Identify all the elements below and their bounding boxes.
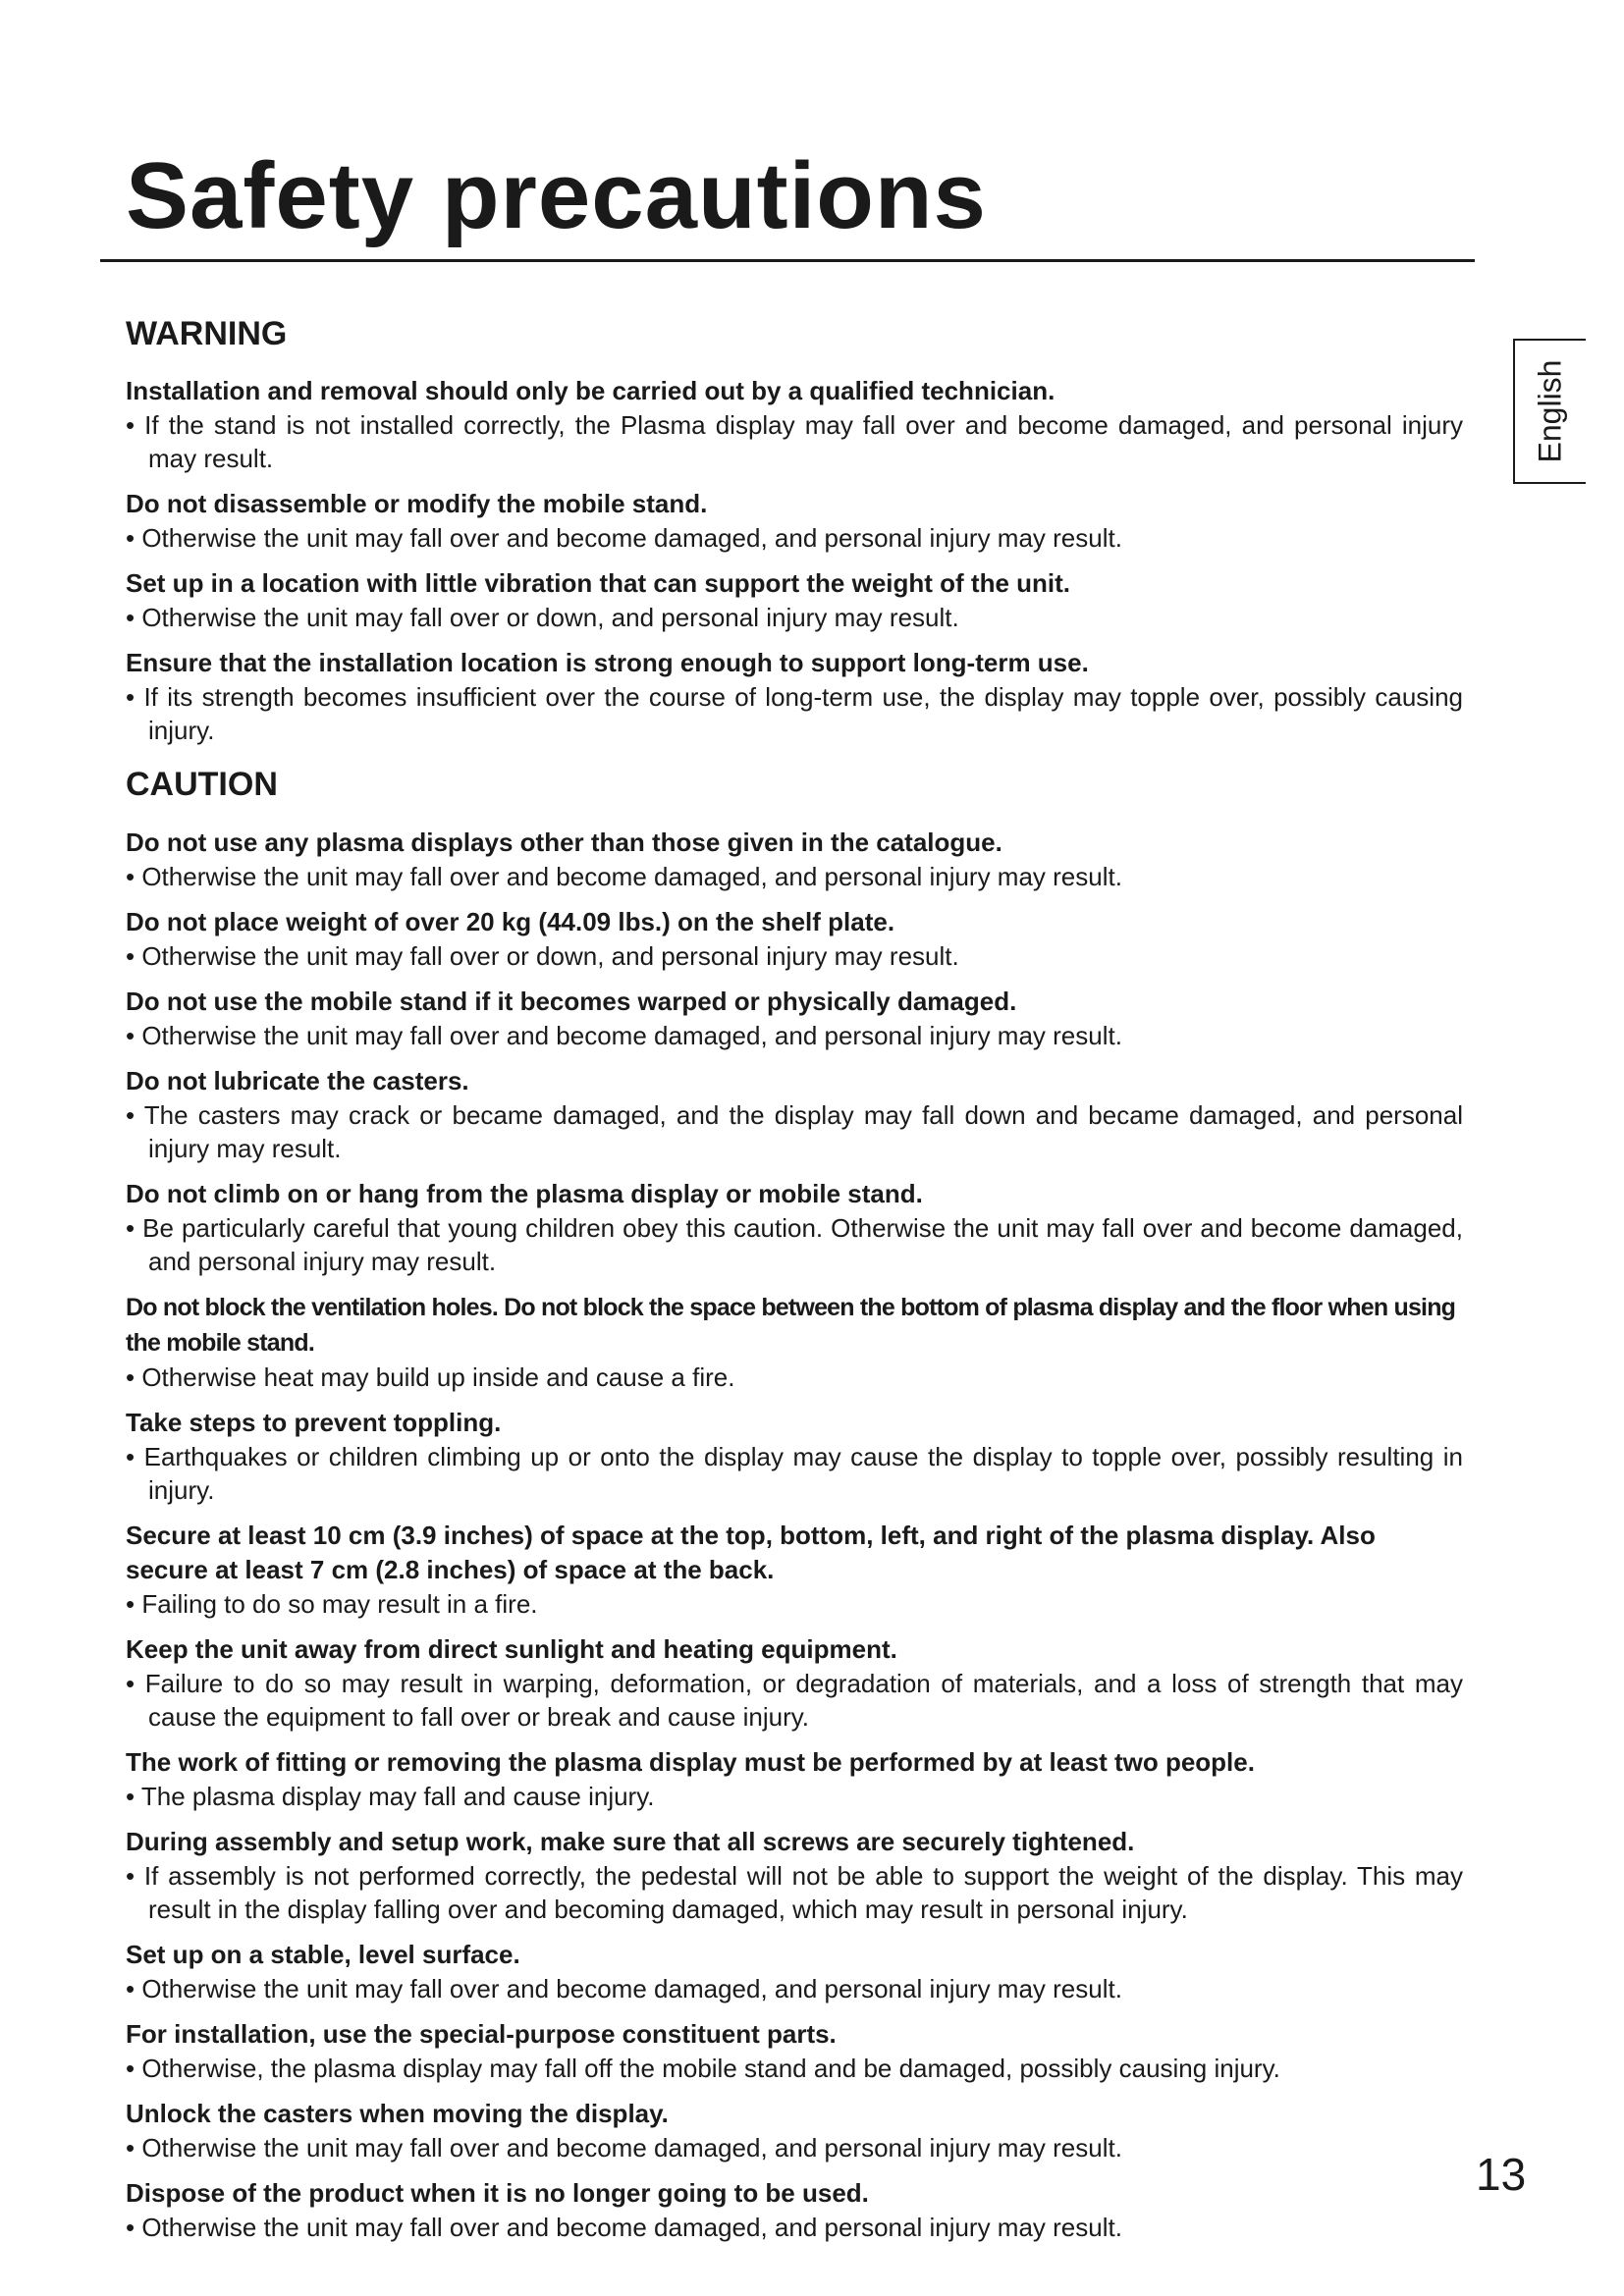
warning-item-text: • If its strength becomes insufficient over the course of long-term use, the display may topple over, possibly causing injury.	[126, 682, 1463, 746]
page-number: 13	[1476, 2149, 1527, 2200]
caution-item-text: • Otherwise the unit may fall over and become damaged, and personal injury may result.	[126, 2132, 1122, 2163]
caution-item	[126, 1632, 1463, 1734]
caution-item-heading: Do not lubricate the casters.	[126, 1065, 469, 1095]
caution-item-heading: Do not climb on or hang from the plasma display or mobile stand.	[126, 1178, 923, 1208]
warning-item	[126, 374, 1463, 475]
caution-item-heading: Unlock the casters when moving the display.	[126, 2098, 669, 2128]
caution-item-heading: Dispose of the product when it is no longer going to be used.	[126, 2177, 869, 2208]
caution-item-text: • Otherwise, the plasma display may fall off the mobile stand and be damaged, possibly causing injury.	[126, 2053, 1280, 2083]
caution-item	[126, 1406, 1463, 1507]
caution-item-heading: Secure at least 10 cm (3.9 inches) of space at the top, bottom, left, and right of the plasma display. Also secure at least 7 cm (2.8 inches) of space at the back.	[126, 1520, 1376, 1584]
caution-item-heading: Take steps to prevent toppling.	[126, 1407, 502, 1437]
warning-item	[126, 487, 1463, 555]
caution-item	[126, 2097, 1463, 2164]
caution-item-heading: Set up on a stable, level surface.	[126, 1939, 520, 1969]
language-tab	[1513, 339, 1586, 484]
caution-item	[126, 1745, 1463, 1813]
warning-item-text: • Otherwise the unit may fall over and become damaged, and personal injury may result.	[126, 523, 1122, 554]
warning-item	[126, 646, 1463, 747]
caution-item-text: • Earthquakes or children climbing up or onto the display may cause the display to topple over, possibly resulting in injury.	[126, 1441, 1463, 1505]
warning-item-heading: Installation and removal should only be carried out by a qualified technician.	[126, 376, 1056, 406]
language-tab-label: English	[1532, 359, 1568, 463]
caution-heading: CAUTION	[126, 766, 278, 804]
caution-item-text: • Otherwise heat may build up inside and cause a fire.	[126, 1362, 735, 1392]
caution-item-heading: The work of fitting or removing the plasma display must be performed by at least two people.	[126, 1746, 1255, 1777]
caution-item	[126, 985, 1463, 1052]
caution-item	[126, 2176, 1463, 2244]
caution-item-heading: Do not place weight of over 20 kg (44.09 lbs.) on the shelf plate.	[126, 906, 895, 936]
warning-item	[126, 566, 1463, 634]
warning-item-heading: Set up in a location with little vibration that can support the weight of the unit.	[126, 568, 1070, 599]
warning-item-text: • Otherwise the unit may fall over or down, and personal injury may result.	[126, 603, 959, 633]
caution-item	[126, 1177, 1463, 1278]
caution-item	[126, 1290, 1463, 1394]
warning-heading: WARNING	[126, 315, 288, 352]
title-divider	[100, 259, 1475, 262]
caution-item-heading: Keep the unit away from direct sunlight and heating equipment.	[126, 1633, 897, 1664]
caution-item-text: • The plasma display may fall and cause injury.	[126, 1781, 655, 1811]
caution-item-heading: For installation, use the special-purpose constituent parts.	[126, 2018, 837, 2049]
caution-item	[126, 1825, 1463, 1926]
caution-item-text: • Otherwise the unit may fall over and become damaged, and personal injury may result.	[126, 861, 1122, 891]
caution-item	[126, 1519, 1463, 1621]
warning-item-text: • If the stand is not installed correctly, the Plasma display may fall over and become damaged, and personal injury may result.	[126, 410, 1463, 474]
caution-item	[126, 905, 1463, 973]
warning-item-heading: Do not disassemble or modify the mobile stand.	[126, 489, 708, 519]
caution-item-text: • Otherwise the unit may fall over and become damaged, and personal injury may result.	[126, 2212, 1122, 2242]
caution-item	[126, 1938, 1463, 2005]
caution-item-text: • Otherwise the unit may fall over and become damaged, and personal injury may result.	[126, 1973, 1122, 2003]
caution-item-text: • Be particularly careful that young children obey this caution. Otherwise the unit may fall over and become damaged, and personal injury may result.	[126, 1212, 1463, 1276]
warning-item-heading: Ensure that the installation location is strong enough to support long-term use.	[126, 648, 1089, 678]
caution-item	[126, 826, 1463, 893]
caution-item-heading: During assembly and setup work, make sure that all screws are securely tightened.	[126, 1826, 1135, 1856]
caution-item-text: • Failing to do so may result in a fire.	[126, 1588, 538, 1619]
caution-item	[126, 1064, 1463, 1165]
page-title: Safety precautions	[126, 143, 987, 248]
caution-item-heading: Do not use any plasma displays other than those given in the catalogue.	[126, 827, 1002, 857]
caution-item-text: • Otherwise the unit may fall over or down, and personal injury may result.	[126, 940, 959, 971]
safety-content	[126, 316, 1463, 2256]
caution-item-heading: Do not block the ventilation holes. Do not block the space between the bottom of plasma display and the floor when using the mobile stand.	[126, 1293, 1456, 1357]
caution-item	[126, 2017, 1463, 2085]
caution-item-text: • The casters may crack or became damaged, and the display may fall down and became damaged, and personal injury may result.	[126, 1099, 1463, 1163]
caution-item-text: • If assembly is not performed correctly, the pedestal will not be able to support the weight of the display. This may result in the display falling over and becoming damaged, which may result in personal injury.	[126, 1860, 1463, 1924]
caution-item-heading: Do not use the mobile stand if it becomes warped or physically damaged.	[126, 986, 1017, 1016]
caution-item-text: • Otherwise the unit may fall over and become damaged, and personal injury may result.	[126, 1020, 1122, 1050]
caution-item-text: • Failure to do so may result in warping, deformation, or degradation of materials, and a loss of strength that may cause the equipment to fall over or break and cause injury.	[126, 1668, 1463, 1732]
